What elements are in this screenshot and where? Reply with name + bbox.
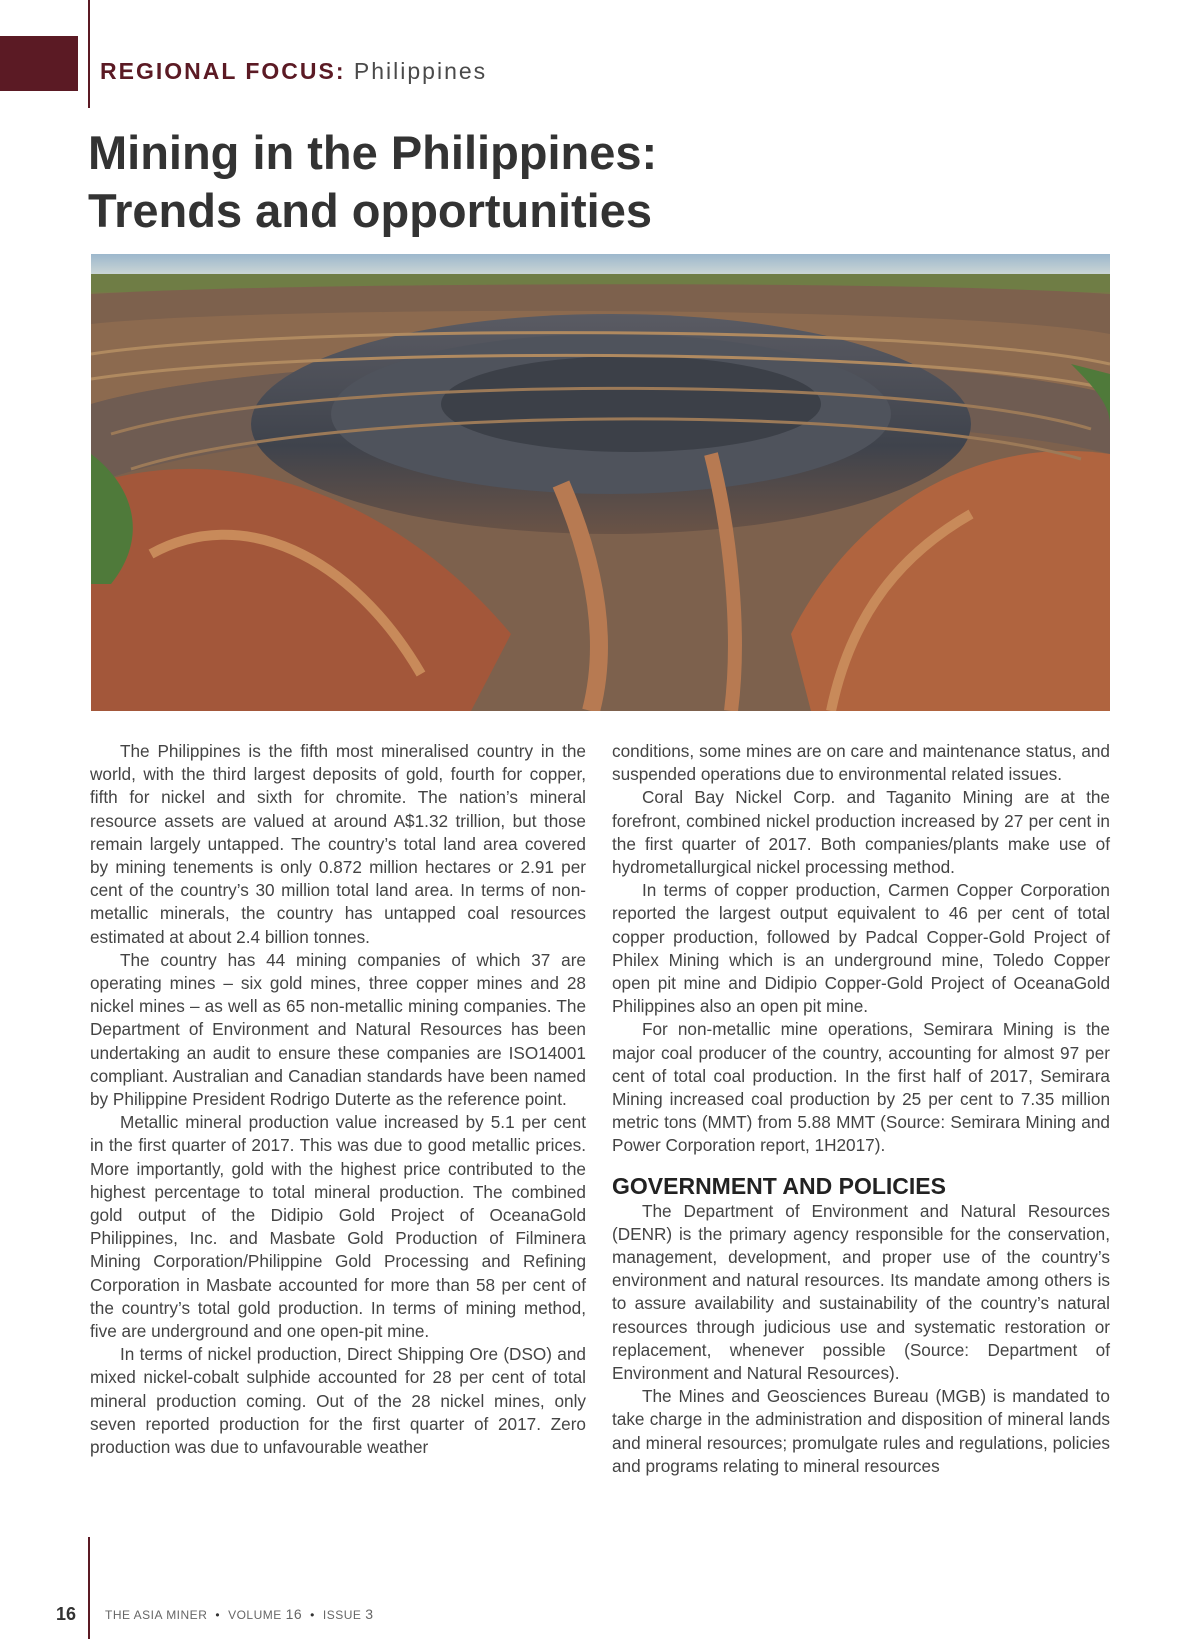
body-paragraph: The Philippines is the fifth most mineralised country in the world, with the third largest deposits of gold, fourth for copper, fifth for nickel and sixth for chromite. The nation’s mineral resource assets are valued at around A$1.32 trillion, but those remain largely untapped. The country’s total land area covered by mining tenements is only 0.872 million hectares or 2.91 per cent of the country’s 30 million total land area. In terms of non-metallic minerals, the country has untapped coal resources estimated at about 2.4 billion tonnes. xyxy=(90,741,586,947)
body-paragraph: Coral Bay Nickel Corp. and Taganito Mining are at the forefront, combined nickel production increased by 27 per cent in the first quarter of 2017. Both companies/plants make use of hydrometallurgical nickel processing method. xyxy=(612,787,1110,878)
body-paragraph: conditions, some mines are on care and maintenance status, and suspended operations due to environmental related issues. xyxy=(612,741,1110,785)
section-color-tab xyxy=(0,36,78,91)
header-rule xyxy=(88,0,90,108)
body-paragraph: The country has 44 mining companies of which 37 are operating mines – six gold mines, three copper mines and 28 nickel mines – as well as 65 non-metallic mining companies. The Department of Environment and Natural Resources has been undertaking an audit to ensure these companies are ISO14001 compliant. Australian and Canadian standards have been named by Philippine President Rodrigo Duterte as the reference point. xyxy=(90,949,586,1110)
issue-label: ISSUE xyxy=(322,1608,362,1622)
section-subheading: GOVERNMENT AND POLICIES xyxy=(612,1172,946,1199)
section-label xyxy=(100,58,487,85)
article-title-line2: Trends and opportunities xyxy=(88,184,653,237)
separator-dot: • xyxy=(215,1608,221,1622)
issue-number: 3 xyxy=(365,1606,374,1622)
body-paragraph: The Department of Environment and Natural Resources (DENR) is the primary agency responsible for the conservation, management, development, and proper use of the country’s environment and natural resources. Its mandate among others is to assure availability and sustainability of the country’s natural resources through judicious use and systematic restoration or replacement, whenever possible (Source: Department of Environment and Natural Resources). xyxy=(612,1200,1110,1384)
left-column xyxy=(90,740,586,1459)
page-number: 16 xyxy=(56,1604,77,1624)
body-paragraph: For non-metallic mine operations, Semirara Mining is the major coal producer of the country, accounting for almost 97 per cent of total coal production. In the first half of 2017, Semirara Mining increased coal production by 25 per cent to 7.35 million metric tons (MMT) from 5.88 MMT (Source: Semirara Mining and Power Corporation report, 1H2017). xyxy=(612,1019,1110,1156)
separator-dot: • xyxy=(310,1608,315,1622)
open-pit-mine-illustration xyxy=(91,254,1110,711)
body-paragraph: In terms of nickel production, Direct Shipping Ore (DSO) and mixed nickel-cobalt sulphide accounted for 28 per cent of total mineral production coming. Out of the 28 nickel mines, only seven reported production for the first quarter of 2017. Zero production was due to unfavourable weather xyxy=(90,1344,586,1458)
body-paragraph: The Mines and Geosciences Bureau (MGB) is mandated to take charge in the administration and disposition of mineral lands and mineral resources; promulgate rules and regulations, policies and programs relating to mineral resources xyxy=(612,1386,1110,1476)
footer-publication-info xyxy=(105,1606,374,1622)
right-column xyxy=(612,740,1110,1478)
article-title-line1: Mining in the Philippines: xyxy=(88,126,658,179)
section-label-region: Philippines xyxy=(353,58,488,84)
body-paragraph: In terms of copper production, Carmen Copper Corporation reported the largest output equivalent to 46 per cent of total copper production, followed by Padcal Copper-Gold Project of Philex Mining which is an underground mine, Toledo Copper open pit mine and Didipio Copper-Gold Project of OceanaGold Philippines also an open pit mine. xyxy=(612,880,1110,1017)
volume-number: 16 xyxy=(285,1606,303,1622)
open-pit-mine-photo xyxy=(91,254,1110,711)
section-label-title: REGIONAL FOCUS: xyxy=(100,58,346,84)
publication-name: THE ASIA MINER xyxy=(105,1608,208,1622)
article-title xyxy=(88,124,1088,240)
volume-label: VOLUME xyxy=(228,1608,282,1622)
footer-rule xyxy=(88,1537,90,1639)
body-paragraph: Metallic mineral production value increased by 5.1 per cent in the first quarter of 2017. This was due to good metallic prices. More importantly, gold with the highest price contributed to the highest percentage to total mineral production. The combined gold output of the Didipio Gold Project of OceanaGold Philippines, Inc. and Masbate Gold Production of Filminera Mining Corporation/Philippine Gold Processing and Refining Corporation in Masbate accounted for more than 58 per cent of the country’s total gold production. In terms of mining method, five are underground and one open-pit mine. xyxy=(90,1112,586,1342)
